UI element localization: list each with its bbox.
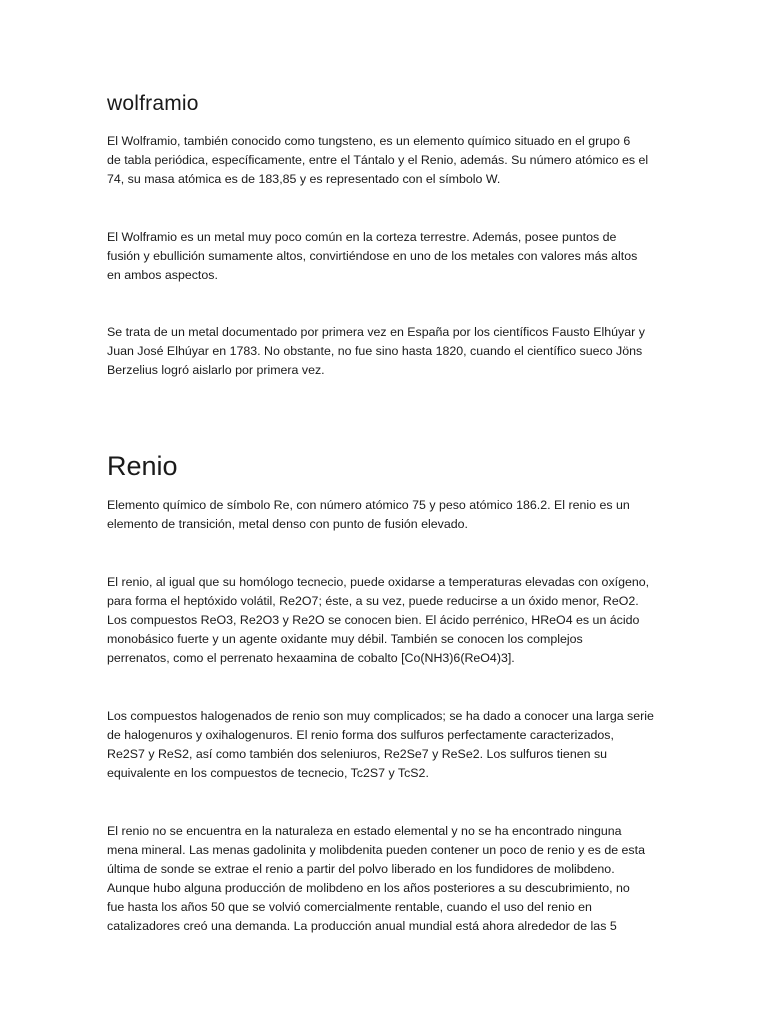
text-line: de tabla periódica, específicamente, entre el Tántalo y el Renio, además. Su número atómico es el [107,153,649,167]
text-line: mena mineral. Las menas gadolinita y molibdenita pueden contener un poco de renio y es de esta [107,843,645,857]
text-line: El Wolframio es un metal muy poco común en la corteza terrestre. Además, posee puntos de [107,230,617,244]
text-line: elemento de transición, metal denso con punto de fusión elevado. [107,517,468,531]
text-line: Juan José Elhúyar en 1783. No obstante, no fue sino hasta 1820, cuando el científico sueco Jöns [107,344,643,358]
text-line: perrenatos, como el perrenato hexaamina de cobalto [Co(NH3)6(ReO4)3]. [107,651,515,665]
section-title-renio: Renio [107,451,178,481]
text-line: fue hasta los años 50 que se volvió comercialmente rentable, cuando el uso del renio en [107,900,592,914]
text-line: Berzelius logró aislarlo por primera vez. [107,363,325,377]
text-line: de halogenuros y oxihalogenuros. El renio forma dos sulfuros perfectamente caracterizados, [107,728,614,742]
text-line: Los compuestos ReO3, Re2O3 y Re2O se conocen bien. El ácido perrénico, HReO4 es un ácido [107,613,640,627]
text-line: equivalente en los compuestos de tecnecio, Tc2S7 y TcS2. [107,766,429,780]
text-line: monobásico fuerte y un agente oxidante muy débil. También se conocen los complejos [107,632,583,646]
text-line: en ambos aspectos. [107,268,218,282]
text-line: Los compuestos halogenados de renio son muy complicados; se ha dado a conocer una larga serie [107,709,654,723]
text-line: Aunque hubo alguna producción de molibdeno en los años posteriores a su descubrimiento, no [107,881,630,895]
text-line: El renio, al igual que su homólogo tecnecio, puede oxidarse a temperaturas elevadas con oxígeno, [107,575,650,589]
text-line: para forma el heptóxido volátil, Re2O7; éste, a su vez, puede reducirse a un óxido menor, ReO2. [107,594,639,608]
text-line: Se trata de un metal documentado por primera vez en España por los científicos Fausto Elhúyar y [107,325,645,339]
paragraph-renio-1 [107,496,667,534]
text-line: Re2S7 y ReS2, así como también dos seleniuros, Re2Se7 y ReSe2. Los sulfuros tienen su [107,747,608,761]
paragraph-renio-3 [107,707,667,783]
paragraph-wolframio-1 [107,132,667,189]
paragraph-wolframio-3 [107,323,667,380]
paragraph-renio-4 [107,822,667,936]
paragraph-wolframio-2 [107,228,667,285]
text-line: fusión y ebullición sumamente altos, convirtiéndose en uno de los metales con valores más altos [107,249,638,263]
text-line: catalizadores creó una demanda. La producción anual mundial está ahora alrededor de las 5 [107,919,617,933]
text-line: 74, su masa atómica es de 183,85 y es representado con el símbolo W. [107,172,501,186]
text-line: El Wolframio, también conocido como tungsteno, es un elemento químico situado en el grupo 6 [107,134,631,148]
section-title-wolframio: wolframio [107,92,199,115]
text-line: última de sonde se extrae el renio a partir del polvo liberado en los fundidores de molibdeno. [107,862,615,876]
paragraph-renio-2 [107,573,667,668]
text-line: El renio no se encuentra en la naturaleza en estado elemental y no se ha encontrado ninguna [107,824,622,838]
text-line: Elemento químico de símbolo Re, con número atómico 75 y peso atómico 186.2. El renio es un [107,498,630,512]
